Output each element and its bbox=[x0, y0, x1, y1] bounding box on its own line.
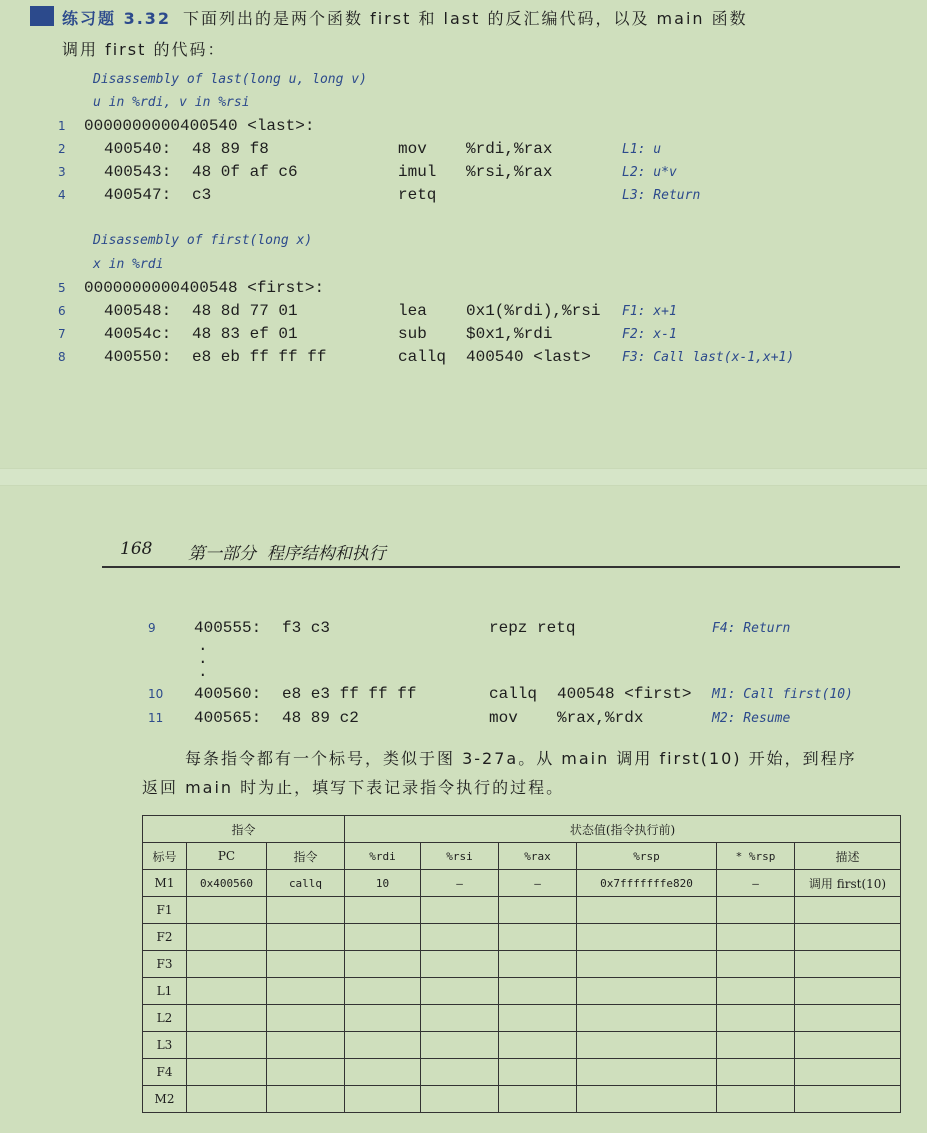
table-row bbox=[143, 870, 901, 897]
table-cell: 0x400560 bbox=[187, 870, 267, 897]
operands: 400540 <last> bbox=[466, 348, 591, 366]
mnemonic: mov bbox=[489, 709, 518, 727]
table-cell[interactable] bbox=[267, 1059, 345, 1086]
table-cell[interactable] bbox=[499, 897, 577, 924]
table-cell[interactable] bbox=[717, 978, 795, 1005]
annotation: M1: Call first(10) bbox=[712, 687, 853, 702]
table-cell: 0x7fffffffe820 bbox=[577, 870, 717, 897]
exercise-text-1: 下面列出的是两个函数 first 和 last 的反汇编代码，以及 main 函数 bbox=[183, 9, 748, 28]
line-number: 4 bbox=[58, 188, 66, 202]
table-cell[interactable] bbox=[267, 951, 345, 978]
table-cell[interactable] bbox=[499, 1005, 577, 1032]
table-cell[interactable] bbox=[717, 1005, 795, 1032]
address: 0000000000400540 <last>: bbox=[84, 117, 315, 135]
bytes: 48 8d 77 01 bbox=[192, 302, 298, 320]
table-cell[interactable] bbox=[577, 951, 717, 978]
table-cell[interactable] bbox=[345, 1059, 421, 1086]
column-header: 标号 bbox=[143, 843, 187, 870]
table-cell[interactable] bbox=[345, 978, 421, 1005]
table-cell: — bbox=[717, 870, 795, 897]
table-cell: 10 bbox=[345, 870, 421, 897]
table-cell[interactable] bbox=[717, 897, 795, 924]
table-cell[interactable] bbox=[577, 924, 717, 951]
table-row bbox=[143, 951, 901, 978]
table-cell[interactable] bbox=[267, 1032, 345, 1059]
annotation: L2: u*v bbox=[622, 165, 677, 180]
address: 400560: bbox=[194, 685, 262, 703]
table-cell[interactable] bbox=[577, 1032, 717, 1059]
table-cell[interactable] bbox=[717, 1032, 795, 1059]
bytes: 48 83 ef 01 bbox=[192, 325, 298, 343]
bytes: c3 bbox=[192, 186, 212, 204]
page-number: 168 bbox=[120, 539, 153, 559]
table-cell[interactable] bbox=[717, 951, 795, 978]
operands: 0x1(%rdi),%rsi bbox=[466, 302, 601, 320]
operands: %rdi,%rax bbox=[466, 140, 553, 158]
table-cell[interactable] bbox=[345, 897, 421, 924]
table-cell[interactable] bbox=[717, 1059, 795, 1086]
table-cell: 调用 first(10) bbox=[795, 870, 901, 897]
table-cell[interactable] bbox=[421, 1005, 499, 1032]
row-label: L1 bbox=[143, 978, 187, 1005]
table-cell[interactable] bbox=[717, 924, 795, 951]
bytes: e8 eb ff ff ff bbox=[192, 348, 327, 366]
line-number: 6 bbox=[58, 304, 66, 318]
mnemonic: imul bbox=[398, 163, 437, 181]
address: 400565: bbox=[194, 709, 262, 727]
line-number: 9 bbox=[148, 621, 156, 635]
last-comment-2: u in %rdi, v in %rsi bbox=[93, 95, 250, 110]
table-cell[interactable] bbox=[345, 1086, 421, 1113]
bytes: 48 89 f8 bbox=[192, 140, 269, 158]
table-cell[interactable] bbox=[795, 924, 901, 951]
mnemonic: callq bbox=[489, 685, 538, 703]
table-cell: callq bbox=[267, 870, 345, 897]
table-cell[interactable] bbox=[267, 924, 345, 951]
address: 0000000000400548 <first>: bbox=[84, 279, 325, 297]
mnemonic: sub bbox=[398, 325, 427, 343]
page-break bbox=[0, 468, 927, 486]
row-label: M2 bbox=[143, 1086, 187, 1113]
first-comment-2: x in %rdi bbox=[93, 257, 164, 272]
table-cell[interactable] bbox=[499, 1059, 577, 1086]
bytes: e8 e3 ff ff ff bbox=[282, 685, 417, 703]
table-cell[interactable] bbox=[187, 1032, 267, 1059]
line-number: 7 bbox=[58, 327, 66, 341]
table-cell[interactable] bbox=[421, 897, 499, 924]
table-row bbox=[143, 924, 901, 951]
table-cell[interactable] bbox=[267, 1005, 345, 1032]
table-cell[interactable] bbox=[499, 924, 577, 951]
table-cell: — bbox=[499, 870, 577, 897]
table-cell[interactable] bbox=[421, 1032, 499, 1059]
annotation: F2: x-1 bbox=[622, 327, 677, 342]
address: 400550: bbox=[104, 348, 172, 366]
table-cell[interactable] bbox=[577, 1059, 717, 1086]
bytes: f3 c3 bbox=[282, 619, 331, 637]
table-cell[interactable] bbox=[577, 978, 717, 1005]
exercise-icon bbox=[30, 6, 54, 26]
bytes: 48 89 c2 bbox=[282, 709, 359, 727]
bytes: 48 0f af c6 bbox=[192, 163, 298, 181]
table-cell[interactable] bbox=[267, 1086, 345, 1113]
first-comment-1: Disassembly of first(long x) bbox=[93, 233, 313, 248]
last-comment-1: Disassembly of last(long u, long v) bbox=[93, 72, 367, 87]
operands: %rax,%rdx bbox=[557, 709, 644, 727]
table-cell[interactable] bbox=[267, 897, 345, 924]
row-label: F3 bbox=[143, 951, 187, 978]
table-cell[interactable] bbox=[345, 951, 421, 978]
table-cell[interactable] bbox=[577, 1005, 717, 1032]
table-cell[interactable] bbox=[795, 978, 901, 1005]
exercise-label: 练习题 3.32 bbox=[62, 9, 172, 28]
table-cell[interactable] bbox=[421, 951, 499, 978]
table-cell[interactable] bbox=[499, 951, 577, 978]
address: 400547: bbox=[104, 186, 172, 204]
line-number: 3 bbox=[58, 165, 66, 179]
paragraph-line-2: 返回 main 时为止，填写下表记录指令执行的过程。 bbox=[142, 778, 565, 797]
table-row bbox=[143, 1032, 901, 1059]
table-cell[interactable] bbox=[421, 1059, 499, 1086]
column-header: 指令 bbox=[267, 843, 345, 870]
column-header: * %rsp bbox=[717, 843, 795, 870]
table-row bbox=[143, 1005, 901, 1032]
mnemonic: mov bbox=[398, 140, 427, 158]
annotation: F1: x+1 bbox=[622, 304, 677, 319]
row-label: F2 bbox=[143, 924, 187, 951]
group-header: 指令 bbox=[143, 816, 345, 843]
operands: %rsi,%rax bbox=[466, 163, 553, 181]
operands: $0x1,%rdi bbox=[466, 325, 553, 343]
page-title: 第一部分 程序结构和执行 bbox=[188, 544, 386, 564]
ellipsis-dot: · bbox=[198, 666, 208, 684]
table-cell[interactable] bbox=[499, 978, 577, 1005]
row-label: F1 bbox=[143, 897, 187, 924]
table-cell[interactable] bbox=[187, 1005, 267, 1032]
table-cell[interactable] bbox=[795, 1005, 901, 1032]
line-number: 8 bbox=[58, 350, 66, 364]
table-cell[interactable] bbox=[187, 897, 267, 924]
mnemonic: lea bbox=[398, 302, 427, 320]
address: 40054c: bbox=[104, 325, 172, 343]
row-label: M1 bbox=[143, 870, 187, 897]
annotation: M2: Resume bbox=[712, 711, 791, 726]
annotation: L1: u bbox=[622, 142, 662, 157]
column-header: %rsi bbox=[421, 843, 499, 870]
column-header: %rax bbox=[499, 843, 577, 870]
line-number: 10 bbox=[148, 687, 164, 701]
table-cell[interactable] bbox=[345, 1005, 421, 1032]
mnemonic: callq bbox=[398, 348, 447, 366]
table-cell[interactable] bbox=[795, 1086, 901, 1113]
annotation: L3: Return bbox=[622, 188, 701, 203]
table-cell[interactable] bbox=[187, 978, 267, 1005]
column-header: 描述 bbox=[795, 843, 901, 870]
operands: 400548 <first> bbox=[557, 685, 692, 703]
address: 400548: bbox=[104, 302, 172, 320]
table-cell[interactable] bbox=[795, 951, 901, 978]
line-number: 5 bbox=[58, 281, 66, 295]
table-cell[interactable] bbox=[421, 924, 499, 951]
line-number: 11 bbox=[148, 711, 164, 725]
column-header: PC bbox=[187, 843, 267, 870]
address: 400543: bbox=[104, 163, 172, 181]
table-cell[interactable] bbox=[187, 924, 267, 951]
table-cell[interactable] bbox=[577, 1086, 717, 1113]
exercise-text-2: 调用 first 的代码： bbox=[62, 40, 226, 59]
table-cell[interactable] bbox=[267, 978, 345, 1005]
line-number: 2 bbox=[58, 142, 66, 156]
annotation: F3: Call last(x-1,x+1) bbox=[622, 350, 795, 365]
address: 400555: bbox=[194, 619, 262, 637]
table-cell[interactable] bbox=[187, 1059, 267, 1086]
row-label: L2 bbox=[143, 1005, 187, 1032]
ellipsis-dot: · bbox=[198, 640, 208, 658]
table-row bbox=[143, 978, 901, 1005]
mnemonic: retq bbox=[398, 186, 437, 204]
row-label: F4 bbox=[143, 1059, 187, 1086]
paragraph-line-1: 每条指令都有一个标号，类似于图 3-27a。从 main 调用 first(10) 开始，到程序 bbox=[185, 749, 857, 768]
table-cell[interactable] bbox=[421, 1086, 499, 1113]
table-row bbox=[143, 1086, 901, 1113]
header-rule bbox=[102, 566, 900, 568]
table-cell[interactable] bbox=[717, 1086, 795, 1113]
column-header: %rsp bbox=[577, 843, 717, 870]
table-cell[interactable] bbox=[421, 978, 499, 1005]
table-cell[interactable] bbox=[499, 1032, 577, 1059]
table-cell[interactable] bbox=[187, 951, 267, 978]
table-cell[interactable] bbox=[499, 1086, 577, 1113]
table-cell[interactable] bbox=[795, 1032, 901, 1059]
table-cell[interactable] bbox=[345, 924, 421, 951]
table-cell[interactable] bbox=[795, 897, 901, 924]
table-cell[interactable] bbox=[795, 1059, 901, 1086]
row-label: L3 bbox=[143, 1032, 187, 1059]
group-header: 状态值(指令执行前) bbox=[345, 816, 901, 843]
line-number: 1 bbox=[58, 119, 66, 133]
annotation: F4: Return bbox=[712, 621, 791, 636]
table-row bbox=[143, 1059, 901, 1086]
mnemonic: repz retq bbox=[489, 619, 576, 637]
table-cell: — bbox=[421, 870, 499, 897]
column-header: %rdi bbox=[345, 843, 421, 870]
table-cell[interactable] bbox=[345, 1032, 421, 1059]
table-cell[interactable] bbox=[577, 897, 717, 924]
table-row bbox=[143, 897, 901, 924]
execution-table bbox=[142, 815, 901, 1113]
address: 400540: bbox=[104, 140, 172, 158]
table-cell[interactable] bbox=[187, 1086, 267, 1113]
ellipsis-dot: · bbox=[198, 653, 208, 671]
